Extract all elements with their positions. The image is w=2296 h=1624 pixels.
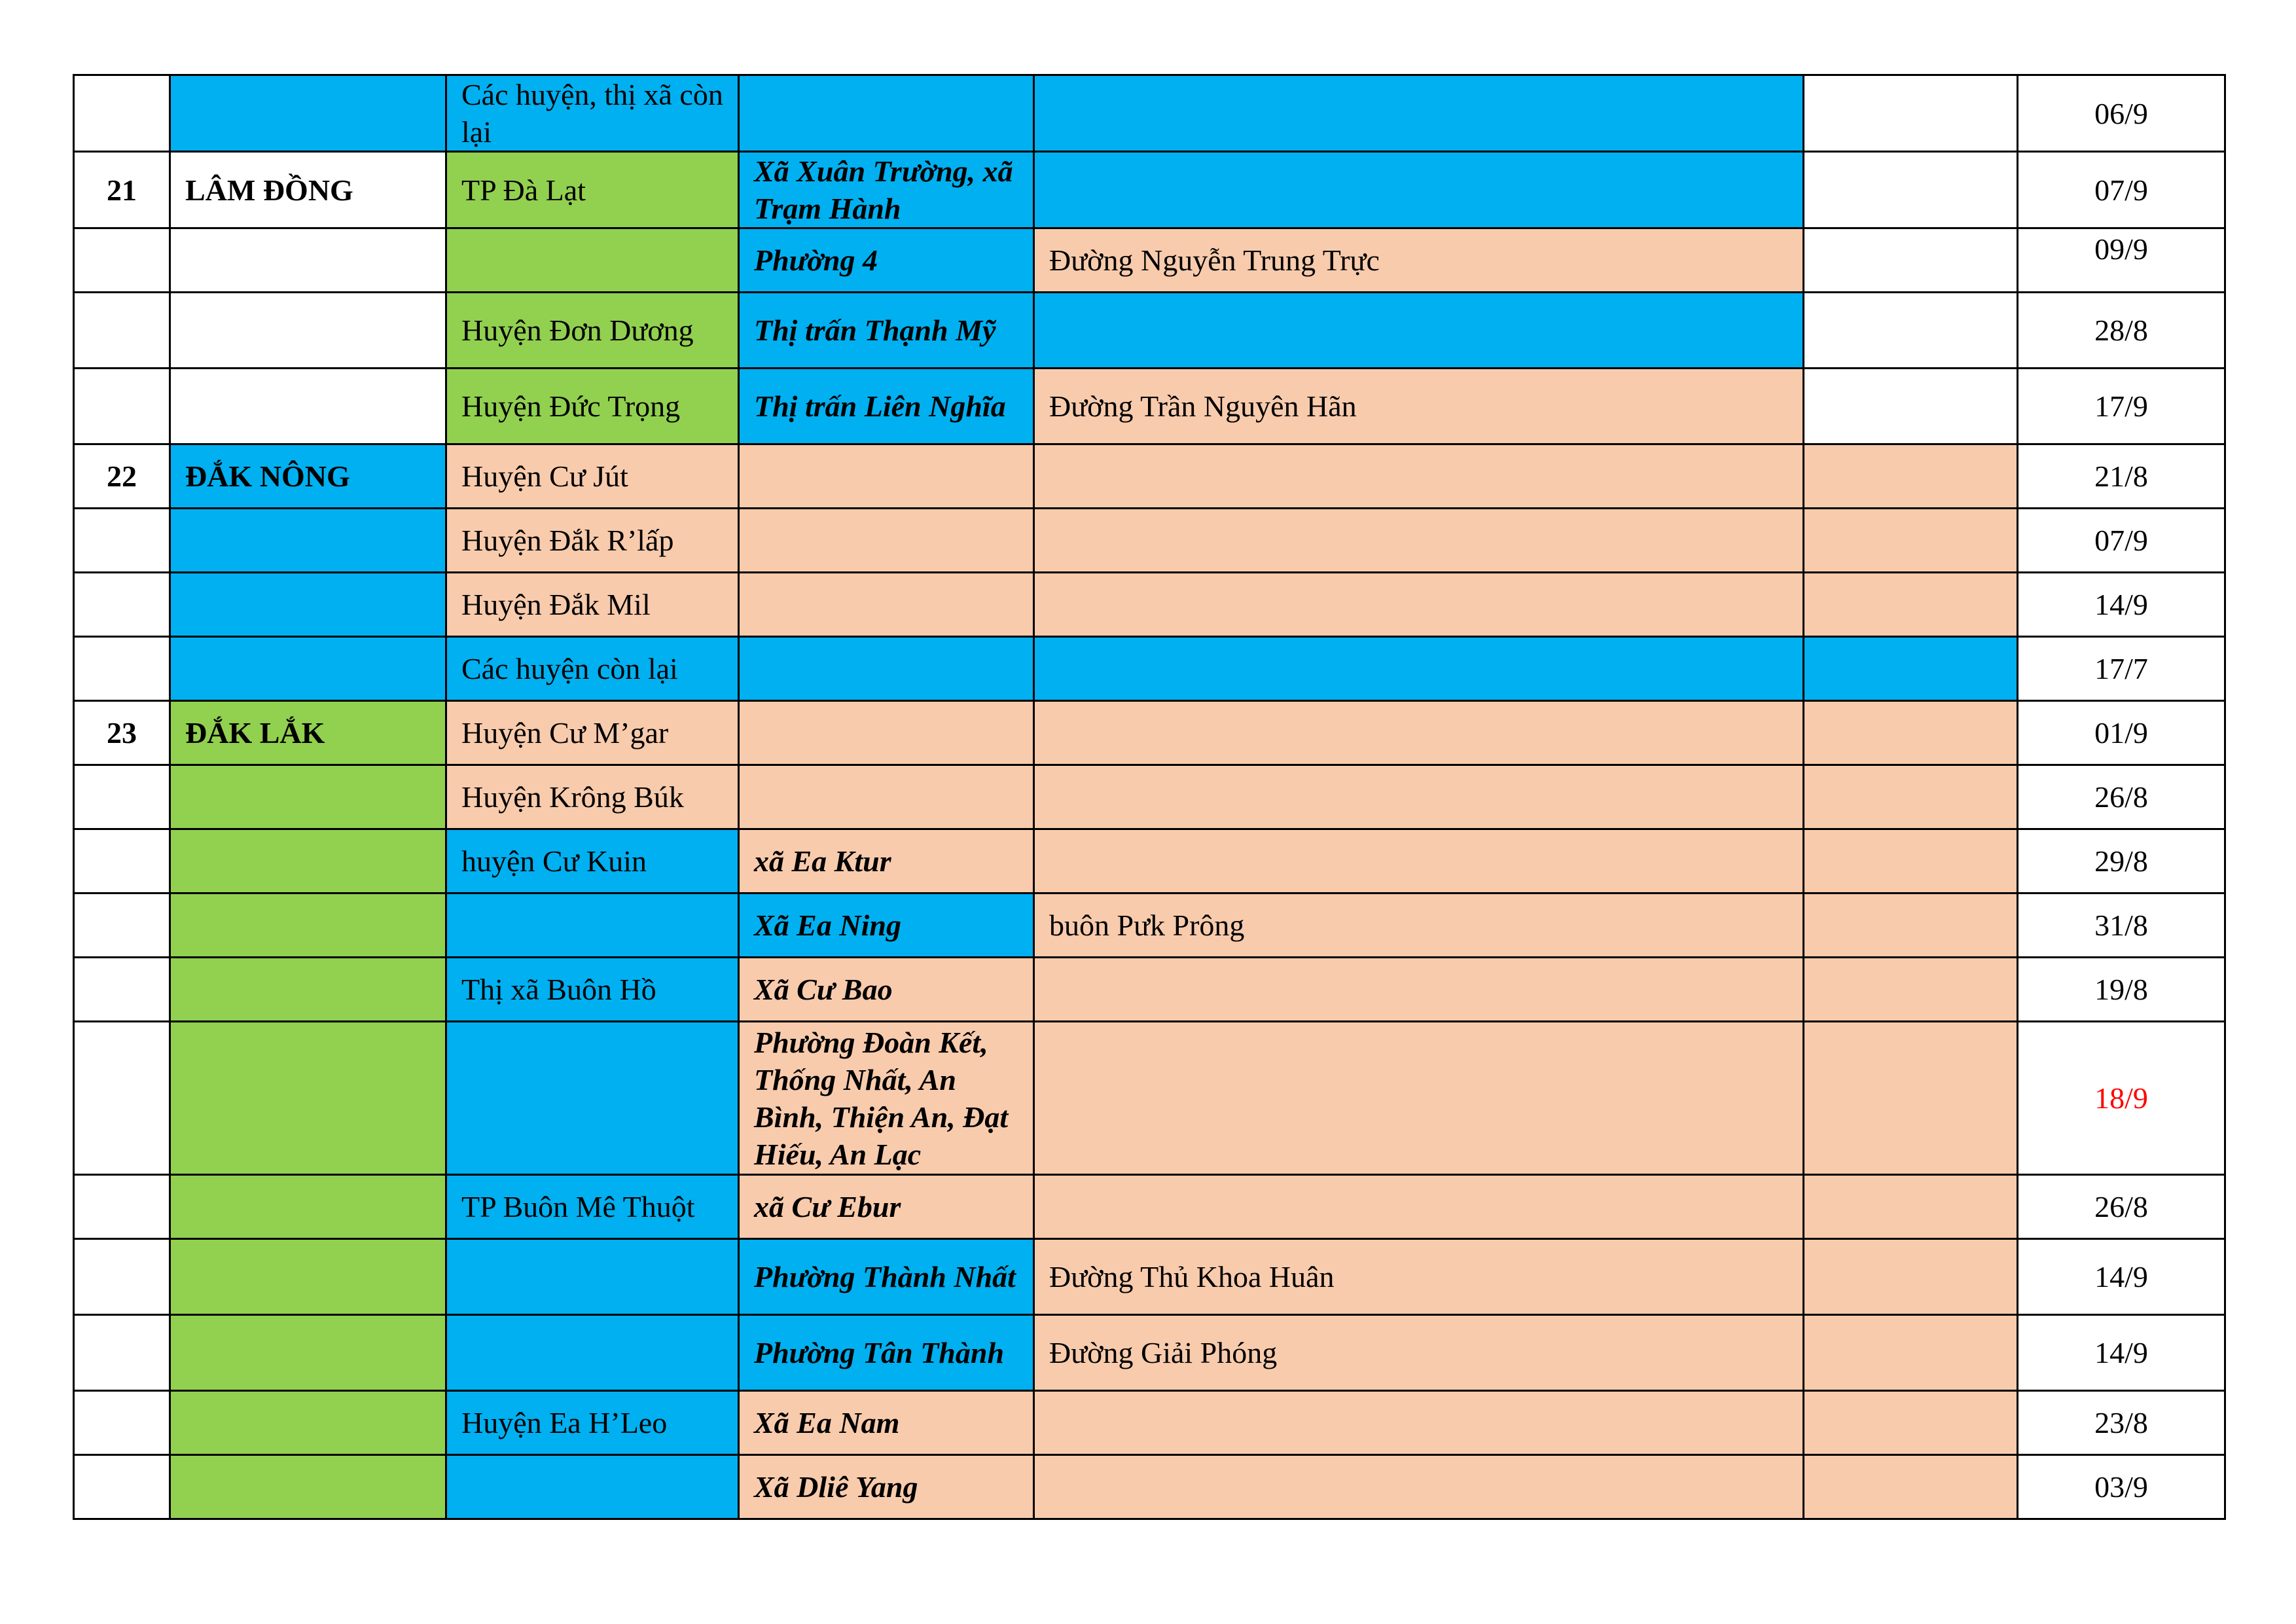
ward-cell	[739, 765, 1034, 829]
empty-cell	[1804, 1315, 2018, 1391]
empty-cell	[1804, 1239, 2018, 1315]
province-cell	[170, 573, 446, 637]
ward-cell: Phường 4	[739, 228, 1034, 293]
row-number	[74, 75, 170, 152]
date-cell: 21/8	[2018, 444, 2225, 509]
district-cell	[446, 893, 739, 958]
row-number	[74, 1391, 170, 1455]
ward-cell: Thị trấn Liên Nghĩa	[739, 369, 1034, 444]
row-number	[74, 1239, 170, 1315]
empty-cell	[1804, 293, 2018, 369]
ward-cell	[739, 701, 1034, 765]
empty-cell	[1804, 765, 2018, 829]
table-row	[74, 958, 2225, 1022]
district-cell: TP Buôn Mê Thuột	[446, 1175, 739, 1239]
province-cell	[170, 1455, 446, 1519]
province-cell: ĐẮK LẮK	[170, 701, 446, 765]
row-number	[74, 958, 170, 1022]
row-number	[74, 1455, 170, 1519]
row-number	[74, 829, 170, 893]
province-cell	[170, 893, 446, 958]
row-number	[74, 1315, 170, 1391]
row-number	[74, 293, 170, 369]
date-cell: 19/8	[2018, 958, 2225, 1022]
province-cell	[170, 1022, 446, 1175]
district-cell: Huyện Đức Trọng	[446, 369, 739, 444]
date-cell: 09/9	[2018, 228, 2225, 293]
ward-cell: xã Ea Ktur	[739, 829, 1034, 893]
date-cell: 29/8	[2018, 829, 2225, 893]
empty-cell	[1804, 893, 2018, 958]
province-cell	[170, 369, 446, 444]
district-cell: huyện Cư Kuin	[446, 829, 739, 893]
empty-cell	[1804, 1391, 2018, 1455]
date-cell: 31/8	[2018, 893, 2225, 958]
empty-cell	[1804, 152, 2018, 228]
ward-cell	[739, 75, 1034, 152]
province-cell	[170, 1391, 446, 1455]
district-cell: TP Đà Lạt	[446, 152, 739, 228]
empty-cell	[1804, 958, 2018, 1022]
province-cell	[170, 958, 446, 1022]
ward-cell: Phường Tân Thành	[739, 1315, 1034, 1391]
empty-cell	[1804, 701, 2018, 765]
province-cell	[170, 765, 446, 829]
table-row	[74, 893, 2225, 958]
ward-cell: Thị trấn Thạnh Mỹ	[739, 293, 1034, 369]
street-cell	[1034, 1022, 1804, 1175]
date-cell: 07/9	[2018, 509, 2225, 573]
row-number: 23	[74, 701, 170, 765]
street-cell	[1034, 293, 1804, 369]
district-cell: Thị xã Buôn Hồ	[446, 958, 739, 1022]
district-cell: Huyện Ea H’Leo	[446, 1391, 739, 1455]
street-cell	[1034, 958, 1804, 1022]
row-number	[74, 765, 170, 829]
row-number	[74, 1022, 170, 1175]
empty-cell	[1804, 573, 2018, 637]
date-cell: 03/9	[2018, 1455, 2225, 1519]
row-number	[74, 1175, 170, 1239]
date-cell: 07/9	[2018, 152, 2225, 228]
schedule-table	[73, 74, 2226, 1520]
street-cell: Đường Nguyễn Trung Trực	[1034, 228, 1804, 293]
table-row	[74, 228, 2225, 293]
row-number	[74, 509, 170, 573]
empty-cell	[1804, 509, 2018, 573]
table-row	[74, 829, 2225, 893]
empty-cell	[1804, 75, 2018, 152]
district-cell: Huyện Krông Búk	[446, 765, 739, 829]
date-cell: 28/8	[2018, 293, 2225, 369]
table-row	[74, 444, 2225, 509]
street-cell	[1034, 444, 1804, 509]
province-cell	[170, 829, 446, 893]
ward-cell: Phường Thành Nhất	[739, 1239, 1034, 1315]
district-cell: Các huyện, thị xã còn lại	[446, 75, 739, 152]
ward-cell	[739, 637, 1034, 701]
ward-cell: xã Cư Ebur	[739, 1175, 1034, 1239]
street-cell	[1034, 1455, 1804, 1519]
street-cell	[1034, 509, 1804, 573]
empty-cell	[1804, 1455, 2018, 1519]
province-cell	[170, 75, 446, 152]
street-cell	[1034, 829, 1804, 893]
empty-cell	[1804, 1175, 2018, 1239]
province-cell	[170, 1315, 446, 1391]
ward-cell	[739, 444, 1034, 509]
table-row	[74, 637, 2225, 701]
street-cell	[1034, 765, 1804, 829]
street-cell	[1034, 637, 1804, 701]
district-cell: Huyện Đơn Dương	[446, 293, 739, 369]
ward-cell: Xã Xuân Trường, xã Trạm Hành	[739, 152, 1034, 228]
empty-cell	[1804, 369, 2018, 444]
date-cell: 14/9	[2018, 1239, 2225, 1315]
ward-cell: Xã Ea Ning	[739, 893, 1034, 958]
table-row	[74, 152, 2225, 228]
district-cell: Huyện Cư Jút	[446, 444, 739, 509]
district-cell: Huyện Đắk Mil	[446, 573, 739, 637]
ward-cell: Xã Cư Bao	[739, 958, 1034, 1022]
ward-cell	[739, 509, 1034, 573]
empty-cell	[1804, 228, 2018, 293]
district-cell	[446, 1455, 739, 1519]
table-row	[74, 1022, 2225, 1175]
date-cell: 26/8	[2018, 1175, 2225, 1239]
empty-cell	[1804, 1022, 2018, 1175]
table-row	[74, 1455, 2225, 1519]
date-cell: 01/9	[2018, 701, 2225, 765]
province-cell	[170, 1239, 446, 1315]
row-number: 22	[74, 444, 170, 509]
street-cell: buôn Pưk Prông	[1034, 893, 1804, 958]
date-cell: 17/9	[2018, 369, 2225, 444]
row-number	[74, 573, 170, 637]
date-cell: 17/7	[2018, 637, 2225, 701]
district-cell	[446, 1315, 739, 1391]
street-cell	[1034, 152, 1804, 228]
empty-cell	[1804, 637, 2018, 701]
province-cell: ĐẮK NÔNG	[170, 444, 446, 509]
street-cell: Đường Thủ Khoa Huân	[1034, 1239, 1804, 1315]
ward-cell	[739, 573, 1034, 637]
district-cell: Huyện Cư M’gar	[446, 701, 739, 765]
province-cell	[170, 228, 446, 293]
street-cell: Đường Giải Phóng	[1034, 1315, 1804, 1391]
street-cell	[1034, 1175, 1804, 1239]
table-row	[74, 509, 2225, 573]
table-row	[74, 1175, 2225, 1239]
date-cell: 26/8	[2018, 765, 2225, 829]
street-cell	[1034, 573, 1804, 637]
date-cell: 14/9	[2018, 573, 2225, 637]
table-row	[74, 293, 2225, 369]
street-cell	[1034, 701, 1804, 765]
table-row	[74, 75, 2225, 152]
date-cell: 23/8	[2018, 1391, 2225, 1455]
street-cell	[1034, 75, 1804, 152]
province-cell: LÂM ĐỒNG	[170, 152, 446, 228]
row-number	[74, 637, 170, 701]
empty-cell	[1804, 444, 2018, 509]
ward-cell: Xã Dliê Yang	[739, 1455, 1034, 1519]
ward-cell: Phường Đoàn Kết, Thống Nhất, An Bình, Thiện An, Đạt Hiếu, An Lạc	[739, 1022, 1034, 1175]
date-cell: 06/9	[2018, 75, 2225, 152]
table-row	[74, 765, 2225, 829]
district-cell: Huyện Đắk R’lấp	[446, 509, 739, 573]
district-cell	[446, 228, 739, 293]
province-cell	[170, 1175, 446, 1239]
district-cell	[446, 1022, 739, 1175]
street-cell	[1034, 1391, 1804, 1455]
ward-cell: Xã Ea Nam	[739, 1391, 1034, 1455]
table-row	[74, 369, 2225, 444]
table-row	[74, 701, 2225, 765]
district-cell	[446, 1239, 739, 1315]
street-cell: Đường Trần Nguyên Hãn	[1034, 369, 1804, 444]
row-number	[74, 893, 170, 958]
table-row	[74, 1239, 2225, 1315]
province-cell	[170, 293, 446, 369]
row-number	[74, 228, 170, 293]
province-cell	[170, 637, 446, 701]
table-row	[74, 573, 2225, 637]
table-row	[74, 1315, 2225, 1391]
empty-cell	[1804, 829, 2018, 893]
table-row	[74, 1391, 2225, 1455]
province-cell	[170, 509, 446, 573]
district-cell: Các huyện còn lại	[446, 637, 739, 701]
row-number: 21	[74, 152, 170, 228]
row-number	[74, 369, 170, 444]
date-cell: 14/9	[2018, 1315, 2225, 1391]
date-cell: 18/9	[2018, 1022, 2225, 1175]
table-body	[74, 75, 2225, 1519]
